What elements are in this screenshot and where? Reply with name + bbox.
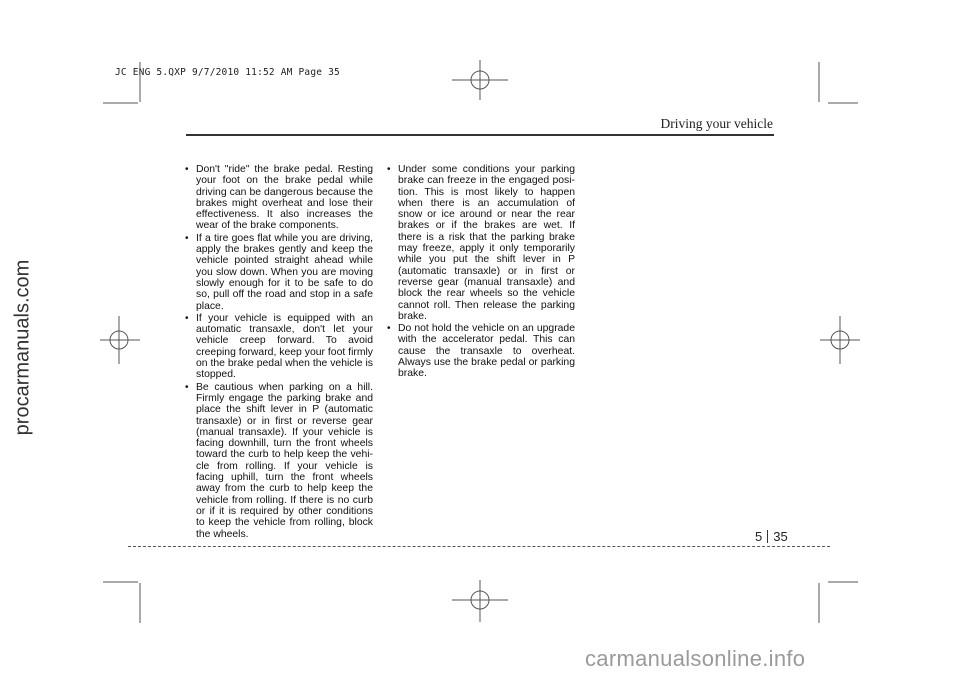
- print-slug: JC ENG 5.QXP 9/7/2010 11:52 AM Page 35: [115, 67, 340, 78]
- bullet-icon: •: [387, 323, 391, 335]
- page-number-separator: [767, 530, 768, 543]
- list-item-text: If your vehicle is equipped with an automatic transaxle, don't let your vehicle creep forward. To avoid creeping forward, keep your foot firmly on the brake pedal when the vehicle is stopped.: [196, 312, 373, 381]
- bullet-icon: •: [185, 381, 189, 393]
- footer-rule: [128, 546, 830, 547]
- list-item-text: If a tire goes flat while you are driving, apply the brakes gently and keep the vehicle pointed straight ahead while you slow down. When you are moving slowly enough for it to be safe to do so, pull off the road and stop in a safe place.: [196, 232, 373, 312]
- list-item: [387, 164, 575, 322]
- right-bullet-list: [387, 164, 575, 380]
- page-number: [755, 529, 788, 544]
- list-item: [185, 313, 373, 381]
- page-number-value: 35: [773, 529, 788, 544]
- bullet-icon: •: [185, 164, 189, 175]
- list-item-text: Be cautious when parking on a hill. Firmly engage the parking brake and place the shift lever in P (automatic transaxle) or in first or reverse gear (manual transaxle). If your vehicle is facing downhill, turn the front wheels toward the curb to help keep the vehicle from rolling. If your vehicle is facing uphill, turn the front wheels away from the curb to help keep the vehicle from rolling. If there is no curb or if it is required by other conditions to keep the vehicle from rolling, block the wheels.: [196, 381, 373, 540]
- bullet-icon: •: [185, 232, 189, 244]
- left-column: [185, 164, 373, 541]
- side-watermark: procarmanuals.com: [11, 259, 34, 436]
- list-item-text: Don't "ride" the brake pedal. Resting your foot on the brake pedal while driving can be dangerous because the brakes might overheat and lose their effectiveness. It also increases the wear of the brake components.: [196, 164, 373, 232]
- list-item: [185, 382, 373, 540]
- list-item-text: Under some conditions your parking brake can freeze in the engaged position. This is most likely to happen when there is an accumulation of snow or ice around or near the rear brakes or if the brakes are wet. If there is a risk that the parking brake may freeze, apply it only temporarily while you put the shift lever in P (automatic transaxle) or in first or reverse gear (manual transaxle) and block the rear wheels so the vehicle cannot roll. Then release the parking brake.: [398, 164, 575, 322]
- chapter-number: 5: [755, 529, 763, 544]
- bullet-icon: •: [185, 312, 189, 324]
- list-item: [185, 233, 373, 312]
- left-bullet-list: [185, 164, 373, 540]
- bullet-icon: •: [387, 164, 391, 175]
- header-rule: [186, 134, 774, 136]
- list-item: [387, 323, 575, 379]
- list-item: [185, 164, 373, 232]
- bottom-watermark: carmanualsonline.info: [585, 646, 806, 671]
- section-title: Driving your vehicle: [660, 116, 773, 131]
- list-item-text: Do not hold the vehicle on an upgrade with the accelerator pedal. This can cause the transaxle to overheat. Always use the brake pedal or parking brake.: [398, 323, 575, 380]
- right-column: [387, 164, 575, 381]
